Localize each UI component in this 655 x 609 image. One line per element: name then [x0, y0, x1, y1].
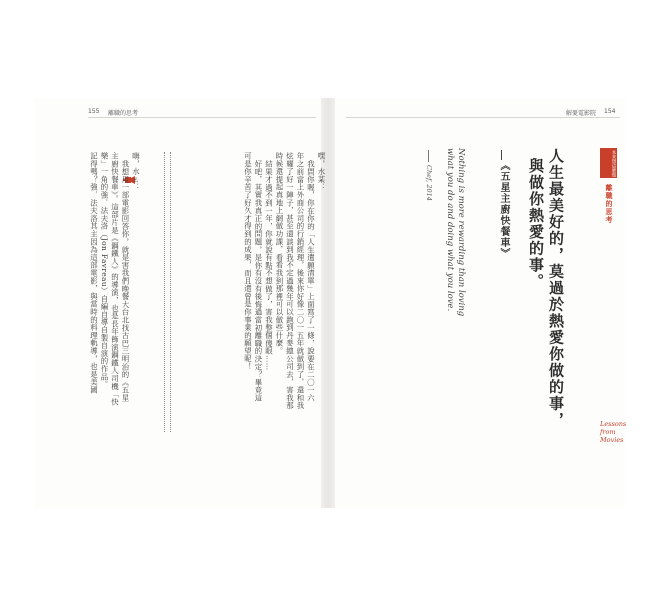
body-line: 嗨，水ㄊ：	[131, 152, 141, 191]
quote-en-line: what you do and doing what you love.	[445, 148, 455, 312]
quote-source: 《五星主廚快餐車》	[498, 160, 509, 259]
body-line: 記得嗎？強．法夫洛其主因為這部電影，與當時的料理軌導，也是美國	[89, 152, 99, 394]
body-line: 可是你辛苦了好久才得到的成果，而且還曾是你事業的願望呢！	[243, 152, 253, 371]
left-page-number: 155	[88, 108, 100, 115]
quote-english	[444, 148, 466, 316]
body-line: 年之前當上外商公司的行銷經理，後來你好像二〇一五年就做到了，還和我	[296, 152, 305, 410]
credit-dash	[428, 150, 429, 162]
right-header-rule	[346, 117, 620, 118]
quote-line: 人生最美好的，莫過於熱愛你做的事，	[547, 148, 565, 429]
right-page-number: 154	[604, 108, 616, 115]
left-body-block-1	[242, 152, 326, 409]
right-running-title: 解憂電影院	[566, 110, 597, 117]
body-line: 好吧，其實我真正的問題，是你有沒有後悔過當初離職的決定？畢竟這	[254, 160, 263, 402]
body-line: 結果才過不到一年，你就說有點不想做了，害我整個傻眼……	[264, 160, 274, 371]
quote-line: 與做你熱愛的事。	[527, 158, 545, 290]
category-badge	[600, 148, 617, 178]
left-body-block-2	[88, 152, 141, 406]
body-line: 時候還提起真地上網做功課，看看我到那裡可以做些什麼。	[275, 152, 284, 355]
series-logo	[600, 420, 640, 444]
dialog-separator	[170, 152, 171, 432]
left-running-title: 離職的思考	[108, 110, 139, 117]
body-line: 我想用一部電影回答你，就是害我們晚餐大台北找古巴三明治的《五星	[121, 160, 130, 402]
body-line: 我問你喔，你在你的「人生遺願清單」上面寫了一條，說要在二〇一六	[306, 160, 316, 402]
left-header-rule	[88, 117, 316, 118]
source-dash	[501, 150, 502, 160]
quote-credit: Chef, 2014	[425, 165, 433, 201]
series-logo-line: from	[600, 428, 616, 436]
body-line: 樂」一角的強．法夫洛（Jon Favreau）自編自導自製自演的作品。	[100, 152, 109, 389]
body-line: 炫耀了好一陣子，甚至還談到我不定過幾年可以跑到丹麥總公司去，害我那	[285, 152, 295, 410]
quote-en-line: Nothing is more rewarding than loving	[456, 148, 466, 317]
quote-chinese	[526, 148, 566, 429]
series-logo-line: Lessons	[600, 420, 627, 428]
badge-text: 本來想這麼做	[611, 150, 616, 177]
category-label: 離職的思考	[605, 184, 614, 224]
body-line: 主廚快餐車》。這部片是《鋼鐵人》的導演，也是長年飾演鋼鐵人司機「快	[110, 152, 120, 406]
series-logo-line: Movies	[600, 436, 624, 444]
right-page	[335, 98, 625, 508]
body-line: 嘿，水某：	[317, 152, 326, 191]
dialog-separator	[164, 152, 165, 432]
